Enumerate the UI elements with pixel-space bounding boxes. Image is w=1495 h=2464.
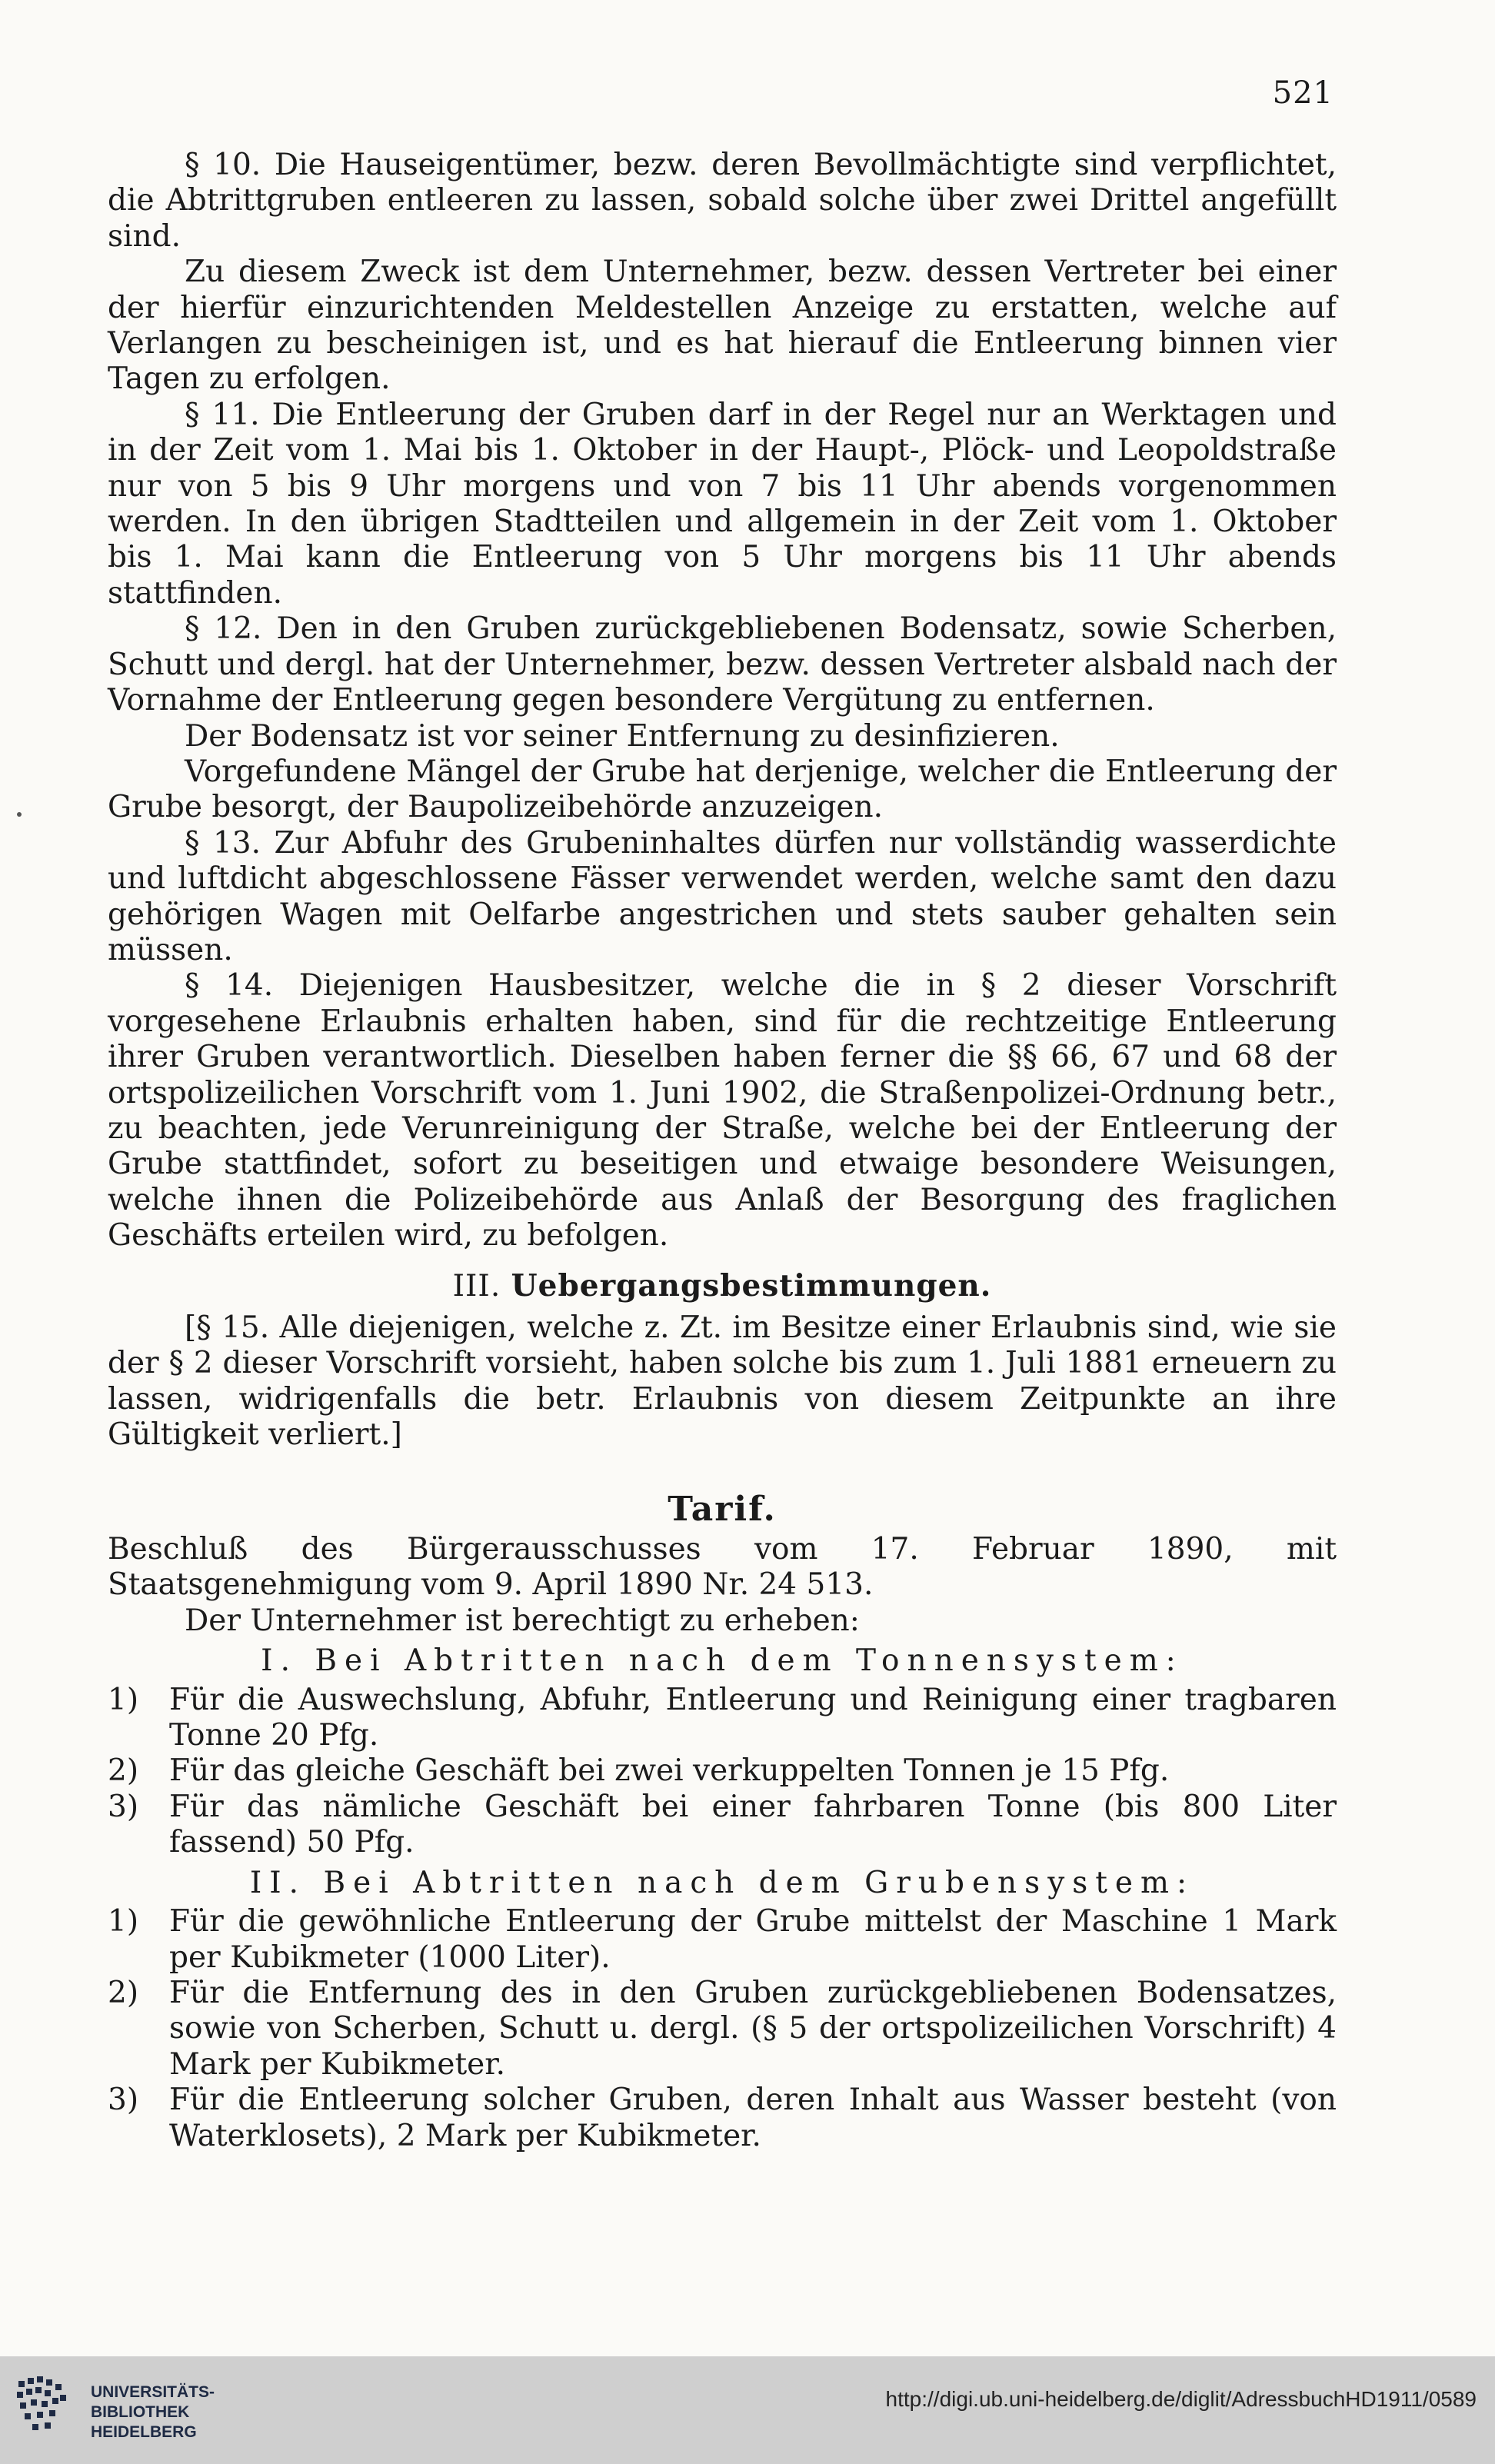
tarif-decree: Beschluß des Bürgerausschusses vom 17. Februar 1890, mit Staatsgenehmigung vom 9. April 1890 Nr. 24 513. bbox=[108, 1532, 1337, 1603]
logo-line-3: HEIDELBERG bbox=[91, 2423, 197, 2441]
tarif-item bbox=[108, 1753, 1337, 1789]
footer-bar bbox=[0, 2356, 1495, 2464]
tarif-item bbox=[108, 1976, 1337, 2083]
paragraph-10-continued: Zu diesem Zweck ist dem Unternehmer, bezw. dessen Vertreter bei einer der hierfür einzurichtenden Meldestellen Anzeige zu erstatten, welche auf Verlangen zu bescheinigen ist, und es hat hierauf die Entleerung binnen vier Tagen zu erfolgen. bbox=[108, 255, 1337, 397]
item-number: 2) bbox=[108, 1975, 139, 2010]
item-number: 1) bbox=[108, 1904, 139, 1940]
tarif-item bbox=[108, 1683, 1337, 1754]
paragraph-12-bodensatz: Der Bodensatz ist vor seiner Entfernung zu desinfizieren. bbox=[185, 718, 1060, 754]
paragraph-15: [§ 15. Alle diejenigen, welche z. Zt. im Besitze einer Erlaubnis sind, wie sie der § 2 dieser Vorschrift vorsieht, haben solche bis zum 1. Juli 1881 erneuern zu lassen, widrigenfalls die betr. Erlaubnis von diesem Zeitpunkte an ihre Gültigkeit verliert.] bbox=[108, 1310, 1337, 1453]
paragraph-12-maengel: Vorgefundene Mängel der Grube hat derjenige, welcher die Entleerung der Grube besorgt, der Baupolizeibehörde anzuzeigen. bbox=[108, 754, 1337, 825]
item-text: Für die Auswechslung, Abfuhr, Entleerung und Reinigung einer tragbaren Tonne 20 Pfg. bbox=[169, 1682, 1337, 1753]
tarif-part-2-heading: II. Bei Abtritten nach dem Grubensystem: bbox=[249, 1865, 1195, 1900]
library-seal-icon bbox=[14, 2375, 83, 2449]
tarif-item bbox=[108, 2083, 1337, 2154]
item-number: 3) bbox=[108, 2083, 139, 2118]
paragraph-11: § 11. Die Entleerung der Gruben darf in der Regel nur an Werktagen und in der Zeit vom 1. Mai bis 1. Oktober in der Haupt-, Plöck- und Leopoldstraße nur von 5 bis 9 Uhr morgens und von 7 bis 11 Uhr abends vorgenommen werden. In den übrigen Stadtteilen und allgemein in der Zeit vom 1. Oktober bis 1. Mai kann die Entleerung von 5 Uhr morgens bis 11 Uhr abends stattfinden. bbox=[108, 397, 1337, 611]
university-library-logo[interactable] bbox=[14, 2375, 268, 2452]
item-number: 1) bbox=[108, 1682, 139, 1717]
paragraph-10: § 10. Die Hauseigentümer, bezw. deren Bevollmächtigte sind verpflichtet, die Abtrittgruben entleeren zu lassen, sobald solche über zwei Drittel angefüllt sind. bbox=[108, 148, 1337, 254]
item-text: Für die Entleerung solcher Gruben, deren Inhalt aus Wasser besteht (von Waterklosets), 2 Mark per Kubikmeter. bbox=[169, 2083, 1337, 2153]
section-numeral: III. bbox=[452, 1268, 501, 1304]
paragraph-13: § 13. Zur Abfuhr des Grubeninhaltes dürfen nur vollständig wasserdichte und luftdicht abgeschlossene Fässer verwendet werden, welche samt den dazu gehörigen Wagen mit Oelfarbe angestrichen und stets sauber gehalten sein müssen. bbox=[108, 825, 1337, 967]
logo-line-2: BIBLIOTHEK bbox=[91, 2403, 190, 2421]
source-url-link[interactable]: http://digi.ub.uni-heidelberg.de/diglit/AdressbuchHD1911/0589 bbox=[885, 2387, 1477, 2411]
item-number: 3) bbox=[108, 1789, 139, 1824]
tarif-item bbox=[108, 1790, 1337, 1861]
margin-dot bbox=[17, 812, 22, 817]
item-text: Für das gleiche Geschäft bei zwei verkuppelten Tonnen je 15 Pfg. bbox=[169, 1753, 1170, 1789]
section-heading-iii bbox=[108, 1268, 1337, 1304]
item-text: Für die Entfernung des in den Gruben zurückgebliebenen Bodensatzes, sowie von Scherben, Schutt u. dergl. (§ 5 der ortspolizeilichen Vorschrift) 4 Mark per Kubikmeter. bbox=[169, 1975, 1337, 2082]
logo-line-1: UNIVERSITÄTS- bbox=[91, 2383, 215, 2401]
item-text: Für das nämliche Geschäft bei einer fahrbaren Tonne (bis 800 Liter fassend) 50 Pfg. bbox=[169, 1789, 1337, 1860]
tarif-intro: Der Unternehmer ist berechtigt zu erheben: bbox=[185, 1603, 860, 1638]
tarif-part-1-heading: I. Bei Abtritten nach dem Tonnensystem: bbox=[261, 1643, 1184, 1679]
item-number: 2) bbox=[108, 1753, 139, 1789]
section-title: Uebergangsbestimmungen. bbox=[511, 1267, 992, 1304]
paragraph-12: § 12. Den in den Gruben zurückgebliebenen Bodensatz, sowie Scherben, Schutt und dergl. hat der Unternehmer, bezw. dessen Vertreter alsbald nach der Vornahme der Entleerung gegen besondere Vergütung zu entfernen. bbox=[108, 611, 1337, 718]
tarif-title: Tarif. bbox=[668, 1489, 777, 1529]
item-text: Für die gewöhnliche Entleerung der Grube mittelst der Maschine 1 Mark per Kubikmeter (1000 Liter). bbox=[169, 1904, 1337, 1975]
tarif-item bbox=[108, 1904, 1337, 1976]
page-body bbox=[108, 148, 1337, 2154]
page-number: 521 bbox=[1272, 75, 1334, 111]
paragraph-14: § 14. Diejenigen Hausbesitzer, welche die in § 2 dieser Vorschrift vorgesehene Erlaubnis erhalten haben, sind für die rechtzeitige Entleerung ihrer Gruben verantwortlich. Dieselben haben ferner die §§ 66, 67 und 68 der ortspolizeilichen Vorschrift vom 1. Juni 1902, die Straßenpolizei-Ordnung betr., zu beachten, jede Verunreinigung der Straße, welche bei der Entleerung der Grube stattfindet, sofort zu beseitigen und etwaige besondere Weisungen, welche ihnen die Polizeibehörde aus Anlaß der Besorgung des fraglichen Geschäfts erteilen wird, zu befolgen. bbox=[108, 968, 1337, 1254]
